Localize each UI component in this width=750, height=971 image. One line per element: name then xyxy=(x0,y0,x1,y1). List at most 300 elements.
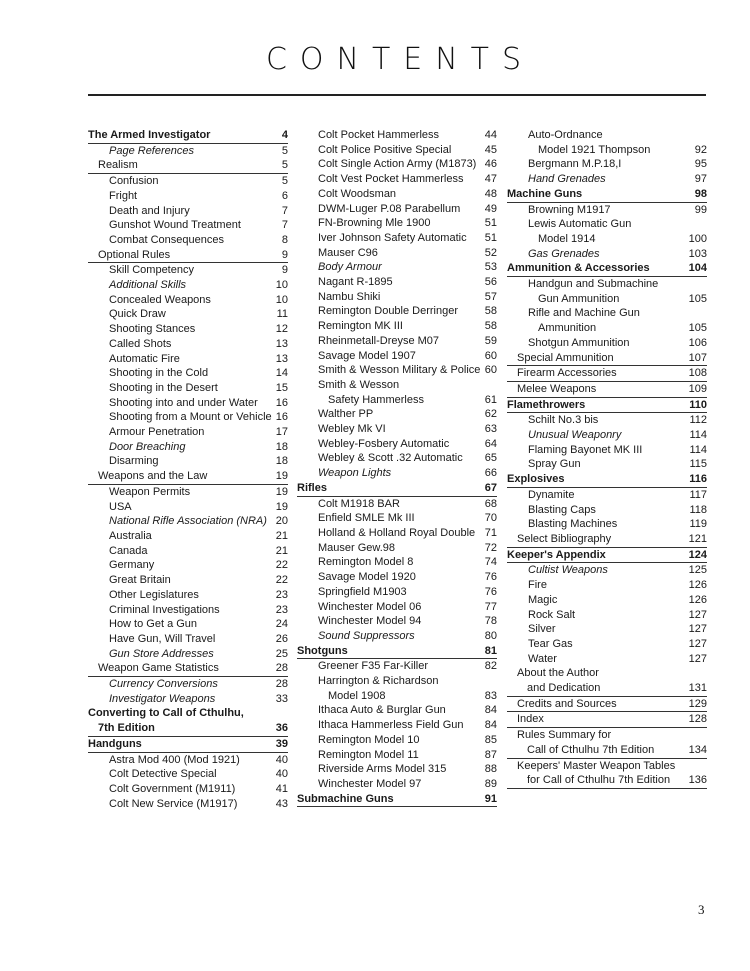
toc-entry xyxy=(88,158,288,174)
toc-entry-title: 7th Edition xyxy=(98,722,155,735)
toc-entry-page: 26 xyxy=(275,632,288,645)
toc-entry-page: 124 xyxy=(688,548,707,561)
toc-entry-page: 98 xyxy=(694,187,707,200)
toc-entry-page: 17 xyxy=(275,426,288,439)
toc-entry-title: Flaming Bayonet MK III xyxy=(528,443,643,456)
toc-entry xyxy=(297,172,497,187)
toc-entry xyxy=(297,748,497,763)
toc-entry-page: 71 xyxy=(484,526,497,539)
toc-entry-title: Shooting Stances xyxy=(109,323,196,336)
toc-entry xyxy=(88,469,288,485)
toc-entry-title: Winchester Model 94 xyxy=(318,615,422,628)
toc-entry-page: 21 xyxy=(275,529,288,542)
toc-entry-title: Webley & Scott .32 Automatic xyxy=(318,452,463,465)
toc-entry xyxy=(88,603,288,618)
toc-entry-page: 134 xyxy=(688,743,707,756)
toc-entry-title: Remington MK III xyxy=(318,320,403,333)
toc-entry xyxy=(88,410,288,425)
toc-entry-page: 25 xyxy=(275,647,288,660)
toc-entry-title: About the Author xyxy=(517,667,599,680)
toc-entry-page: 83 xyxy=(484,689,497,702)
toc-entry xyxy=(507,321,707,336)
toc-entry xyxy=(507,681,707,697)
toc-entry-page: 19 xyxy=(275,485,288,498)
toc-entry-page: 62 xyxy=(484,408,497,421)
toc-entry-title: for Call of Cthulhu 7th Edition xyxy=(527,774,671,787)
toc-entry xyxy=(297,157,497,172)
toc-entry xyxy=(507,563,707,578)
toc-entry-page: 131 xyxy=(688,682,707,695)
toc-entry-title: Armour Penetration xyxy=(109,426,205,439)
toc-entry-title: Weapon Permits xyxy=(109,485,191,498)
toc-entry xyxy=(297,231,497,246)
toc-entry-page: 19 xyxy=(275,470,288,483)
toc-entry xyxy=(297,363,497,378)
toc-entry-title: Dynamite xyxy=(528,488,575,501)
toc-entry-title: Investigator Weapons xyxy=(109,692,216,705)
toc-entry-title: Other Legislatures xyxy=(109,588,199,601)
toc-entry-title: Weapons and the Law xyxy=(98,470,208,483)
toc-entry xyxy=(297,511,497,526)
toc-entry-page: 56 xyxy=(484,276,497,289)
toc-entry xyxy=(507,277,707,292)
toc-entry-title: Remington Double Derringer xyxy=(318,305,459,318)
toc-entry-page: 59 xyxy=(484,334,497,347)
toc-entry xyxy=(297,216,497,231)
toc-entry-title: Firearm Accessories xyxy=(517,367,617,380)
toc-column-1 xyxy=(88,128,288,811)
toc-entry xyxy=(507,712,707,728)
toc-entry-page: 81 xyxy=(484,644,497,657)
toc-entry-title: National Rifle Association (NRA) xyxy=(109,515,267,528)
toc-entry-title: Lewis Automatic Gun xyxy=(528,218,632,231)
toc-entry xyxy=(88,573,288,588)
toc-column-2 xyxy=(297,128,497,807)
toc-entry xyxy=(507,157,707,172)
toc-entry-title: and Dedication xyxy=(527,682,601,695)
toc-entry-page: 40 xyxy=(275,768,288,781)
toc-entry xyxy=(297,792,497,808)
toc-entry-title: FN-Browning Mle 1900 xyxy=(318,217,431,230)
toc-entry xyxy=(507,172,707,187)
toc-entry-title: Gunshot Wound Treatment xyxy=(109,219,241,232)
toc-entry-page: 16 xyxy=(275,396,288,409)
toc-entry-title: Colt Government (M1911) xyxy=(109,782,236,795)
toc-entry xyxy=(507,652,707,667)
toc-entry-page: 84 xyxy=(484,719,497,732)
toc-entry xyxy=(507,622,707,637)
toc-entry xyxy=(507,187,707,203)
toc-entry xyxy=(297,437,497,452)
toc-entry-page: 103 xyxy=(688,247,707,260)
toc-entry-title: Shotgun Ammunition xyxy=(528,336,630,349)
toc-entry-page: 76 xyxy=(484,571,497,584)
toc-entry-title: Fright xyxy=(109,189,138,202)
toc-entry-title: Remington Model 11 xyxy=(318,748,419,761)
toc-entry xyxy=(507,472,707,488)
toc-entry xyxy=(297,407,497,422)
toc-entry-title: Credits and Sources xyxy=(517,697,617,710)
toc-entry xyxy=(507,773,707,789)
toc-entry xyxy=(507,382,707,398)
toc-entry-title: Door Breaching xyxy=(109,440,186,453)
toc-entry-page: 118 xyxy=(689,503,707,516)
toc-entry-title: Body Armour xyxy=(318,261,382,274)
toc-entry-title: Winchester Model 97 xyxy=(318,777,422,790)
toc-entry-title: Colt M1918 BAR xyxy=(318,497,400,510)
toc-entry xyxy=(297,718,497,733)
toc-entry xyxy=(88,307,288,322)
toc-entry xyxy=(88,514,288,529)
toc-entry-title: Death and Injury xyxy=(109,204,190,217)
toc-entry-title: Handguns xyxy=(88,737,142,750)
toc-entry-title: Index xyxy=(517,713,544,726)
toc-entry-page: 9 xyxy=(281,264,288,277)
toc-entry-title: Canada xyxy=(109,544,148,557)
toc-entry-title: Magic xyxy=(528,593,558,606)
toc-entry xyxy=(507,666,707,681)
toc-entry xyxy=(297,777,497,792)
toc-entry xyxy=(507,637,707,652)
toc-entry xyxy=(507,608,707,623)
toc-entry-title: Safety Hammerless xyxy=(328,393,424,406)
toc-entry-page: 51 xyxy=(484,231,497,244)
toc-entry-page: 24 xyxy=(275,618,288,631)
toc-entry-title: Blasting Caps xyxy=(528,503,596,516)
toc-entry xyxy=(297,585,497,600)
toc-entry xyxy=(88,647,288,662)
toc-entry-page: 82 xyxy=(484,660,497,673)
toc-entry-page: 68 xyxy=(484,497,497,510)
toc-entry-page: 22 xyxy=(275,574,288,587)
toc-entry xyxy=(297,703,497,718)
toc-entry-title: Additional Skills xyxy=(109,279,187,292)
toc-entry-title: Harrington & Richardson xyxy=(318,675,439,688)
toc-entry xyxy=(88,204,288,219)
toc-entry-page: 13 xyxy=(275,352,288,365)
toc-entry-page: 80 xyxy=(484,629,497,642)
toc-entry-title: Auto-Ordnance xyxy=(528,129,603,141)
toc-entry-page: 46 xyxy=(484,158,497,171)
toc-entry-title: Sound Suppressors xyxy=(318,629,415,642)
toc-entry-title: DWM-Luger P.08 Parabellum xyxy=(318,202,461,215)
toc-entry xyxy=(88,617,288,632)
toc-entry-title: Page References xyxy=(109,144,194,157)
toc-entry-title: Submachine Guns xyxy=(297,792,394,805)
toc-entry-page: 126 xyxy=(688,593,707,606)
toc-entry-title: Confusion xyxy=(109,175,159,188)
toc-entry xyxy=(507,143,707,158)
toc-entry-page: 43 xyxy=(275,797,288,810)
toc-entry-title: Savage Model 1907 xyxy=(318,349,416,362)
toc-entry-title: Machine Guns xyxy=(507,187,583,200)
toc-entry-title: Mauser C96 xyxy=(318,246,378,259)
toc-entry-page: 7 xyxy=(281,204,288,217)
toc-entry xyxy=(297,304,497,319)
toc-entry xyxy=(297,393,497,408)
toc-entry-page: 119 xyxy=(689,518,707,531)
toc-entry xyxy=(88,263,288,278)
toc-entry xyxy=(297,614,497,629)
toc-entry xyxy=(507,728,707,743)
toc-entry-page: 58 xyxy=(484,305,497,318)
toc-entry xyxy=(88,233,288,248)
toc-entry-page: 44 xyxy=(484,129,497,141)
toc-entry xyxy=(88,218,288,233)
toc-entry-page: 5 xyxy=(281,159,288,172)
toc-entry xyxy=(297,260,497,275)
toc-entry-title: Webley-Fosbery Automatic xyxy=(318,437,450,450)
toc-entry-title: Ammunition xyxy=(538,322,597,335)
toc-entry-page: 125 xyxy=(688,564,707,577)
toc-entry-title: Combat Consequences xyxy=(109,233,224,246)
toc-entry-title: Skill Competency xyxy=(109,264,194,277)
toc-entry xyxy=(88,322,288,337)
toc-entry-title: Water xyxy=(528,652,557,665)
toc-entry-page: 100 xyxy=(688,232,707,245)
toc-entry-title: USA xyxy=(109,500,132,513)
toc-entry xyxy=(88,366,288,381)
toc-entry-page: 95 xyxy=(694,158,707,171)
toc-entry-title: Colt Pocket Hammerless xyxy=(318,129,440,141)
toc-entry xyxy=(88,278,288,293)
toc-entry-page: 57 xyxy=(484,290,497,303)
toc-entry xyxy=(88,381,288,396)
toc-entry-title: Realism xyxy=(98,159,138,172)
toc-entry-page: 88 xyxy=(484,763,497,776)
toc-entry-page: 108 xyxy=(688,367,707,380)
toc-entry-page: 28 xyxy=(275,678,288,691)
toc-entry xyxy=(88,248,288,264)
toc-entry xyxy=(88,189,288,204)
toc-entry-title: Criminal Investigations xyxy=(109,603,220,616)
toc-entry xyxy=(507,593,707,608)
toc-entry-title: Fire xyxy=(528,579,547,592)
toc-entry-title: Germany xyxy=(109,559,155,572)
toc-entry xyxy=(88,588,288,603)
toc-entry-page: 23 xyxy=(275,588,288,601)
toc-entry-title: How to Get a Gun xyxy=(109,618,198,631)
toc-entry-page: 116 xyxy=(689,473,707,486)
toc-entry-title: Smith & Wesson Military & Police xyxy=(318,364,481,377)
toc-entry xyxy=(297,541,497,556)
toc-entry-title: Webley Mk VI xyxy=(318,423,386,436)
toc-entry-page: 70 xyxy=(484,512,497,525)
toc-entry-title: Automatic Fire xyxy=(109,352,180,365)
toc-entry-title: Rock Salt xyxy=(528,608,576,621)
toc-entry-title: Gas Grenades xyxy=(528,247,600,260)
toc-entry-page: 60 xyxy=(484,349,497,362)
toc-entry-title: Disarming xyxy=(109,455,159,468)
toc-entry-page: 114 xyxy=(689,443,707,456)
toc-entry-title: Bergmann M.P.18,I xyxy=(528,158,622,171)
toc-entry-page: 109 xyxy=(688,382,707,395)
toc-entry-page: 128 xyxy=(688,713,707,726)
toc-entry xyxy=(297,674,497,689)
toc-entry xyxy=(297,555,497,570)
toc-entry-page: 110 xyxy=(689,398,707,411)
toc-entry-title: Call of Cthulhu 7th Edition xyxy=(527,743,655,756)
toc-entry xyxy=(88,337,288,352)
toc-entry-title: Weapon Lights xyxy=(318,467,392,480)
toc-entry xyxy=(88,661,288,677)
toc-entry-page: 65 xyxy=(484,452,497,465)
toc-column-3 xyxy=(507,128,707,789)
toc-entry xyxy=(507,336,707,351)
toc-entry xyxy=(297,451,497,466)
toc-entry xyxy=(88,174,288,189)
toc-entry xyxy=(88,632,288,647)
toc-entry-title: Unusual Weaponry xyxy=(528,429,622,442)
toc-entry-page: 127 xyxy=(688,652,707,665)
toc-entry-title: Colt Detective Special xyxy=(109,768,217,781)
toc-entry xyxy=(297,378,497,393)
toc-entry-title: Keeper's Appendix xyxy=(507,548,606,561)
toc-entry xyxy=(88,293,288,308)
toc-entry-page: 8 xyxy=(281,233,288,246)
toc-entry xyxy=(507,759,707,774)
toc-entry-title: Mauser Gew.98 xyxy=(318,541,396,554)
toc-entry-title: Shooting into and under Water xyxy=(109,396,258,409)
toc-entry-page: 51 xyxy=(484,217,497,230)
toc-entry xyxy=(88,440,288,455)
toc-entry xyxy=(297,570,497,585)
toc-entry xyxy=(297,689,497,704)
toc-entry-title: Riverside Arms Model 315 xyxy=(318,763,447,776)
toc-entry-page: 115 xyxy=(689,458,707,471)
toc-entry xyxy=(88,485,288,500)
toc-entry-title: Astra Mod 400 (Mod 1921) xyxy=(109,753,240,766)
toc-entry-page: 107 xyxy=(688,351,707,364)
toc-entry-page: 13 xyxy=(275,337,288,350)
toc-entry xyxy=(297,600,497,615)
toc-entry-page: 92 xyxy=(694,143,707,156)
toc-entry xyxy=(88,753,288,768)
toc-entry-page: 89 xyxy=(484,777,497,790)
toc-entry-title: Melee Weapons xyxy=(517,382,597,395)
toc-entry-title: Weapon Game Statistics xyxy=(98,662,219,675)
toc-entry-title: Shooting in the Cold xyxy=(109,367,209,380)
toc-entry-title: Currency Conversions xyxy=(109,678,218,691)
toc-entry xyxy=(507,306,707,321)
toc-entry-title: Flamethrowers xyxy=(507,398,586,411)
toc-entry-page: 121 xyxy=(688,532,707,545)
toc-entry-page: 127 xyxy=(688,608,707,621)
toc-entry-title: Remington Model 8 xyxy=(318,556,414,569)
toc-entry-page: 9 xyxy=(281,248,288,261)
toc-entry-title: Shotguns xyxy=(297,644,348,657)
toc-entry-title: Ithaca Auto & Burglar Gun xyxy=(318,704,446,717)
toc-entry-page: 129 xyxy=(688,697,707,710)
toc-entry xyxy=(507,217,707,232)
toc-entry-page: 19 xyxy=(275,500,288,513)
toc-entry-page: 5 xyxy=(281,144,288,157)
toc-entry-title: Gun Ammunition xyxy=(538,292,620,305)
toc-entry-title: Rifle and Machine Gun xyxy=(528,307,640,320)
toc-entry-title: Model 1921 Thompson xyxy=(538,143,651,156)
toc-entry xyxy=(88,544,288,559)
toc-entry xyxy=(88,454,288,469)
toc-entry-page: 58 xyxy=(484,320,497,333)
toc-entry-title: Handgun and Submachine xyxy=(528,278,659,291)
toc-entry-title: Quick Draw xyxy=(109,308,166,321)
toc-entry xyxy=(88,128,288,144)
toc-entry-page: 21 xyxy=(275,544,288,557)
toc-entry-page: 105 xyxy=(688,322,707,335)
toc-entry-page: 64 xyxy=(484,437,497,450)
toc-entry xyxy=(297,334,497,349)
toc-entry-page: 77 xyxy=(484,600,497,613)
toc-entry-title: Ithaca Hammerless Field Gun xyxy=(318,719,464,732)
toc-entry-title: Concealed Weapons xyxy=(109,293,211,306)
toc-entry-page: 39 xyxy=(275,737,288,750)
toc-entry-title: Walther PP xyxy=(318,408,374,421)
toc-entry-title: Colt Vest Pocket Hammerless xyxy=(318,173,464,186)
toc-entry-page: 126 xyxy=(688,579,707,592)
toc-entry-page: 74 xyxy=(484,556,497,569)
toc-entry-page: 6 xyxy=(281,189,288,202)
toc-entry xyxy=(88,677,288,692)
toc-entry xyxy=(507,128,707,143)
toc-entry xyxy=(297,466,497,481)
toc-entry xyxy=(297,644,497,660)
toc-entry-title: Special Ammunition xyxy=(517,351,614,364)
toc-entry-page: 5 xyxy=(281,175,288,188)
toc-entry xyxy=(507,517,707,532)
toc-entry xyxy=(507,443,707,458)
toc-entry xyxy=(88,558,288,573)
toc-entry-title: Greener F35 Far-Killer xyxy=(318,660,429,673)
toc-entry-page: 97 xyxy=(694,173,707,186)
toc-entry xyxy=(507,203,707,218)
toc-entry xyxy=(297,187,497,202)
toc-entry-title: Tear Gas xyxy=(528,637,573,650)
toc-entry xyxy=(507,398,707,414)
toc-entry-page: 14 xyxy=(275,367,288,380)
toc-entry-page: 18 xyxy=(275,440,288,453)
toc-entry-title: Colt New Service (M1917) xyxy=(109,797,238,810)
toc-entry xyxy=(297,526,497,541)
toc-entry xyxy=(88,529,288,544)
toc-entry xyxy=(507,457,707,472)
toc-entry-page: 36 xyxy=(275,722,288,735)
toc-entry xyxy=(88,737,288,753)
toc-entry-page: 23 xyxy=(275,603,288,616)
toc-entry-title: Converting to Call of Cthulhu, xyxy=(88,707,244,720)
toc-entry xyxy=(507,292,707,307)
toc-entry-page: 87 xyxy=(484,748,497,761)
toc-entry-page: 10 xyxy=(275,279,288,292)
toc-entry-title: Explosives xyxy=(507,473,565,486)
toc-entry-page: 33 xyxy=(275,692,288,705)
toc-entry xyxy=(297,629,497,644)
page-number: 3 xyxy=(698,902,705,917)
toc-entry-title: Savage Model 1920 xyxy=(318,571,416,584)
toc-entry xyxy=(507,261,707,277)
toc-entry-page: 85 xyxy=(484,733,497,746)
toc-entry xyxy=(507,697,707,713)
toc-entry-page: 78 xyxy=(484,615,497,628)
toc-entry xyxy=(88,396,288,411)
toc-entry-title: Spray Gun xyxy=(528,458,581,471)
toc-entry-page: 76 xyxy=(484,585,497,598)
toc-entry-title: Springfield M1903 xyxy=(318,585,407,598)
toc-entry-page: 12 xyxy=(275,323,288,336)
toc-entry-title: Rheinmetall-Dreyse M07 xyxy=(318,334,440,347)
toc-entry-title: Shooting from a Mount or Vehicle xyxy=(109,411,272,424)
toc-entry-page: 136 xyxy=(688,774,707,787)
toc-entry-title: Colt Police Positive Special xyxy=(318,143,452,156)
